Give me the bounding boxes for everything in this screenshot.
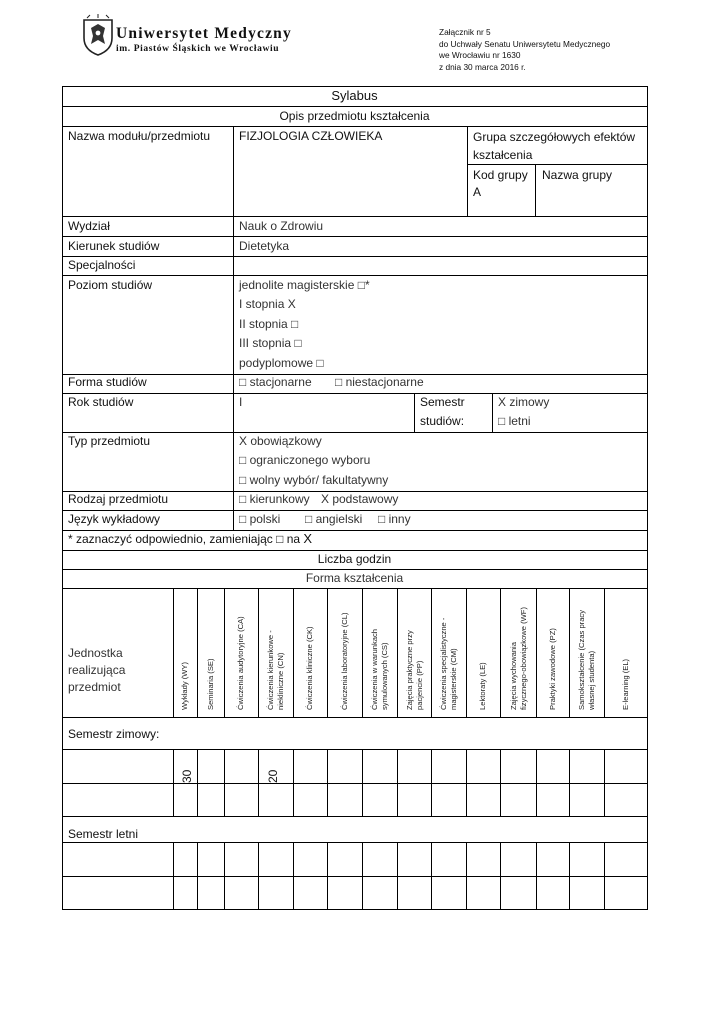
year-label: Rok studiów — [68, 395, 134, 409]
table-rule — [62, 749, 648, 750]
table-rule — [62, 842, 648, 843]
table-rule — [604, 588, 605, 718]
table-rule — [500, 588, 501, 718]
column-header: Ćwiczenia kliniczne (CK) — [305, 626, 315, 710]
course-description-title: Opis przedmiotu kształcenia — [279, 109, 430, 123]
field-value: Dietetyka — [239, 239, 290, 253]
column-header: Zajęcia praktyczne przy pacjencie (PP) — [404, 630, 423, 710]
module-name-label: Nazwa modułu/przedmiotu — [68, 129, 211, 143]
table-rule — [62, 126, 648, 127]
table-rule — [604, 749, 605, 817]
table-rule — [258, 588, 259, 718]
table-rule — [173, 588, 174, 718]
level-option: jednolite magisterskie □* — [239, 278, 370, 292]
table-rule — [536, 842, 537, 910]
table-rule — [327, 588, 328, 718]
table-rule — [233, 126, 234, 531]
table-rule — [362, 842, 363, 910]
table-rule — [197, 588, 198, 718]
table-rule — [492, 393, 493, 433]
table-rule — [569, 749, 570, 817]
table-rule — [62, 588, 648, 589]
level-option: podyplomowe □ — [239, 356, 324, 370]
language-label: Język wykładowy — [68, 512, 161, 526]
table-rule — [62, 909, 648, 910]
summer-semester-label: Semestr letni — [68, 827, 139, 841]
group-code-label: Kod grupy — [473, 168, 528, 182]
winter-cn-hours: 20 — [266, 769, 280, 783]
column-header: Ćwiczenia laboratoryjne (CL) — [339, 612, 349, 710]
type-option: □ wolny wybór/ fakultatywny — [239, 473, 389, 487]
type-label: Typ przedmiotu — [68, 434, 151, 448]
table-rule — [62, 816, 648, 817]
table-rule — [467, 126, 468, 217]
column-header: Zajęcia wychowania fizycznego-obowiązkowe (WF) — [508, 607, 527, 710]
table-rule — [466, 842, 467, 910]
table-rule — [467, 164, 648, 165]
table-rule — [173, 842, 174, 910]
table-rule — [62, 86, 63, 910]
level-option: II stopnia □ — [239, 317, 299, 331]
winter-lectures-hours: 30 — [180, 769, 194, 783]
table-rule — [500, 749, 501, 817]
field-label: Kierunek studiów — [68, 239, 160, 253]
syllabus-title: Sylabus — [331, 88, 378, 103]
table-rule — [327, 842, 328, 910]
table-rule — [362, 588, 363, 718]
university-name: Uniwersytet Medyczny — [116, 25, 292, 42]
level-option: III stopnia □ — [239, 336, 302, 350]
column-header: Seminaria (SE) — [205, 658, 215, 710]
mode-part-time: □ niestacjonarne — [335, 375, 424, 389]
hours-title: Liczba godzin — [317, 552, 392, 566]
table-rule — [397, 842, 398, 910]
column-header: Ćwiczenia audytoryjne (CA) — [236, 616, 246, 710]
table-rule — [536, 749, 537, 817]
level-option: I stopnia X — [239, 297, 296, 311]
faculty-label: Wydział — [68, 219, 110, 233]
marking-note: * zaznaczyć odpowiednio, zamieniając □ na X — [68, 531, 313, 546]
table-rule — [62, 393, 648, 394]
table-rule — [362, 749, 363, 817]
semester-label-cont: studiów: — [420, 414, 465, 428]
table-rule — [62, 717, 648, 718]
column-header: Samokształcenie (Czas pracy własnej studenta) — [577, 609, 596, 710]
type-option: □ ograniczonego wyboru — [239, 453, 371, 467]
table-rule — [293, 588, 294, 718]
column-header: Lektoraty (LE) — [478, 662, 488, 710]
mode-label: Forma studiów — [68, 375, 147, 389]
table-rule — [62, 216, 648, 217]
table-rule — [293, 749, 294, 817]
table-rule — [569, 842, 570, 910]
column-header: Ćwiczenia kierunkowe - niekliniczne (CN) — [266, 630, 285, 710]
specialties-label: Specjalności — [68, 258, 136, 272]
unit-label: Jednostka realizująca przedmiot — [68, 646, 126, 694]
table-rule — [224, 588, 225, 718]
table-rule — [604, 842, 605, 910]
semester-label: Semestr — [420, 395, 465, 409]
table-rule — [197, 842, 198, 910]
table-rule — [431, 749, 432, 817]
university-subtitle: im. Piastów Śląskich we Wrocławiu — [116, 44, 280, 54]
table-rule — [569, 588, 570, 718]
table-rule — [466, 588, 467, 718]
table-rule — [647, 86, 648, 910]
table-rule — [224, 749, 225, 817]
column-header: E-learning (EL) — [620, 658, 630, 710]
table-rule — [327, 749, 328, 817]
semester-winter: X zimowy — [498, 395, 550, 409]
table-rule — [397, 749, 398, 817]
table-rule — [258, 842, 259, 910]
table-rule — [62, 783, 648, 784]
kind-basic: X podstawowy — [321, 492, 399, 506]
attachment-note: Załącznik nr 5 do Uchwały Senatu Uniwersytetu Medycznego we Wrocławiu nr 1630 z dnia 30 marca 2016 r. — [439, 27, 611, 72]
table-rule — [536, 588, 537, 718]
group-name-label: Nazwa grupy — [542, 168, 613, 182]
semester-summer: □ letni — [498, 414, 531, 428]
mode-full-time: □ stacjonarne — [239, 375, 312, 389]
kind-label: Rodzaj przedmiotu — [68, 492, 169, 506]
faculty-value: Nauk o Zdrowiu — [239, 219, 324, 233]
year-value: I — [239, 395, 243, 409]
table-rule — [197, 749, 198, 817]
column-header: Wykłady (WY) — [180, 661, 190, 710]
kind-directional: □ kierunkowy — [239, 492, 310, 506]
module-name-value: FIZJOLOGIA CZŁOWIEKA — [239, 129, 383, 143]
effects-group-label: Grupa szczegółowych efektów kształcenia — [473, 130, 636, 162]
table-rule — [62, 256, 648, 257]
table-rule — [173, 749, 174, 817]
table-rule — [466, 749, 467, 817]
table-rule — [62, 106, 648, 107]
table-rule — [62, 236, 648, 237]
table-rule — [535, 164, 536, 217]
table-rule — [224, 842, 225, 910]
group-code-value: A — [473, 185, 482, 199]
table-rule — [414, 393, 415, 433]
type-option: X obowiązkowy — [239, 434, 322, 448]
table-rule — [258, 749, 259, 817]
table-rule — [431, 588, 432, 718]
language-other: □ inny — [378, 512, 411, 526]
university-logo-icon — [76, 14, 120, 58]
table-rule — [62, 876, 648, 877]
table-rule — [431, 842, 432, 910]
winter-semester-label: Semestr zimowy: — [68, 727, 160, 741]
table-rule — [397, 588, 398, 718]
language-polish: □ polski — [239, 512, 281, 526]
table-rule — [62, 275, 648, 276]
language-english: □ angielski — [305, 512, 363, 526]
column-header: Ćwiczenia w warunkach symulowanych (CS) — [370, 628, 389, 710]
column-header: Praktyki zawodowe (PZ) — [547, 628, 557, 710]
level-label: Poziom studiów — [68, 278, 153, 292]
table-rule — [293, 842, 294, 910]
table-rule — [500, 842, 501, 910]
table-rule — [62, 86, 648, 87]
education-forms-title: Forma kształcenia — [305, 571, 404, 585]
column-header: Ćwiczenia specjalistyczne - magisterskie (CM) — [439, 617, 458, 710]
